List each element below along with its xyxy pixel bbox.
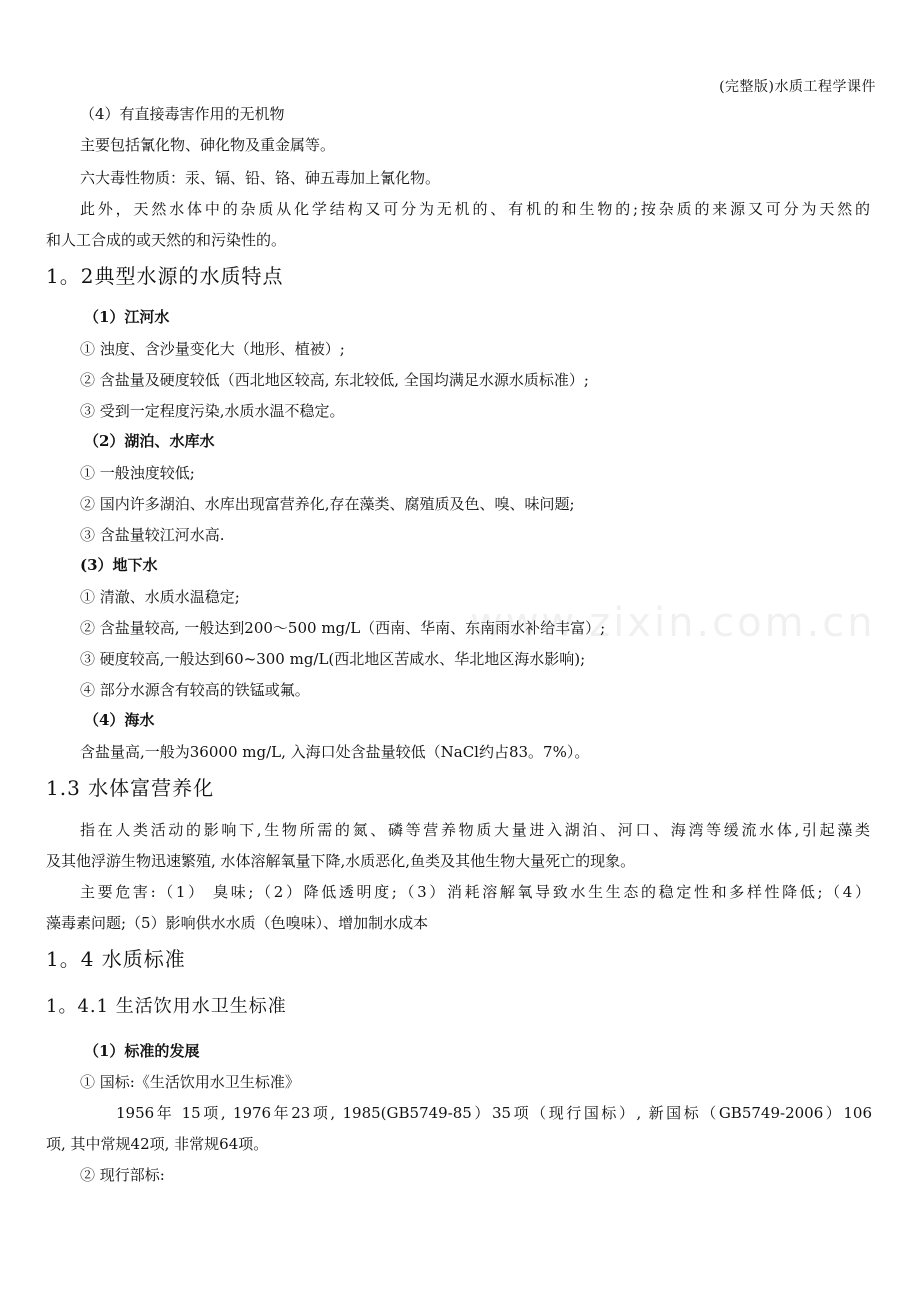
subheading-standard-development: （1）标准的发展 [84, 1042, 200, 1060]
list-item: ③ 受到一定程度污染,水质水温不稳定。 [80, 402, 345, 420]
paragraph-line: 此外，天然水体中的杂质从化学结构又可分为无机的、有机的和生物的;按杂质的来源又可分为天然的 [80, 200, 870, 218]
paragraph-line: 和人工合成的或天然的和污染性的。 [46, 231, 287, 249]
list-item: ③ 硬度较高,一般达到60~300 mg/L(西北地区苦咸水、华北地区海水影响); [80, 650, 586, 668]
paragraph-line: 及其他浮游生物迅速繁殖, 水体溶解氧量下降,水质恶化,鱼类及其他生物大量死亡的现象。 [46, 852, 636, 870]
section-heading-1-2: 1。2典型水源的水质特点 [46, 264, 284, 288]
list-item: ④ 部分水源含有较高的铁锰或氟。 [80, 681, 310, 699]
subheading-lake-reservoir: （2）湖泊、水库水 [84, 432, 215, 450]
paragraph-line: 主要危害:（1） 臭味;（2）降低透明度;（3）消耗溶解氧导致水生生态的稳定性和多样性降低;（4） [80, 883, 870, 901]
paragraph-line: 主要包括氰化物、砷化物及重金属等。 [80, 136, 336, 154]
paragraph-line: 含盐量高,一般为36000 mg/L, 入海口处含盐量较低（NaCl约占83。7%）。 [80, 743, 590, 761]
list-item: ② 现行部标: [80, 1166, 165, 1184]
section-heading-1-4: 1。4 水质标准 [46, 947, 186, 971]
paragraph-line: 1956年 15项, 1976年23项, 1985(GB5749-85）35项（现行国标）, 新国标（GB5749-2006）106 [116, 1104, 872, 1122]
list-item: ② 含盐量较高, 一般达到200～500 mg/L（西南、华南、东南雨水补给丰富）; [80, 619, 606, 637]
list-item: ① 一般浊度较低; [80, 464, 195, 482]
list-item: ③ 含盐量较江河水高. [80, 526, 225, 544]
paragraph-line: 指在人类活动的影响下,生物所需的氮、磷等营养物质大量进入湖泊、河口、海湾等缓流水体,引起藻类 [80, 821, 870, 839]
paragraph-line: 藻毒素问题;（5）影响供水水质（色嗅味）、增加制水成本 [46, 914, 429, 932]
list-item: ① 国标:《生活饮用水卫生标准》 [80, 1073, 300, 1091]
section-heading-1-3: 1.3 水体富营养化 [46, 776, 215, 800]
paragraph-line: 项, 其中常规42项, 非常规64项。 [46, 1135, 269, 1153]
list-item: ① 清澈、水质水温稳定; [80, 588, 240, 606]
subheading-groundwater: (3）地下水 [80, 556, 158, 574]
watermark: www.zixin.com.cn [470, 600, 876, 646]
subheading-seawater: （4）海水 [84, 711, 155, 729]
subsection-heading-toxic-inorganics: （4）有直接毒害作用的无机物 [80, 105, 285, 123]
paragraph-line: 六大毒性物质：汞、镉、铅、铬、砷五毒加上氰化物。 [80, 169, 441, 187]
list-item: ② 国内许多湖泊、水库出现富营养化,存在藻类、腐殖质及色、嗅、味问题; [80, 495, 575, 513]
subheading-river-water: （1）江河水 [84, 308, 170, 326]
section-heading-1-4-1: 1。4.1 生活饮用水卫生标准 [46, 996, 287, 1017]
list-item: ① 浊度、含沙量变化大（地形、植被）; [80, 340, 345, 358]
page-header: (完整版)水质工程学课件 [719, 79, 876, 95]
list-item: ② 含盐量及硬度较低（西北地区较高, 东北较低, 全国均满足水源水质标准）; [80, 371, 589, 389]
